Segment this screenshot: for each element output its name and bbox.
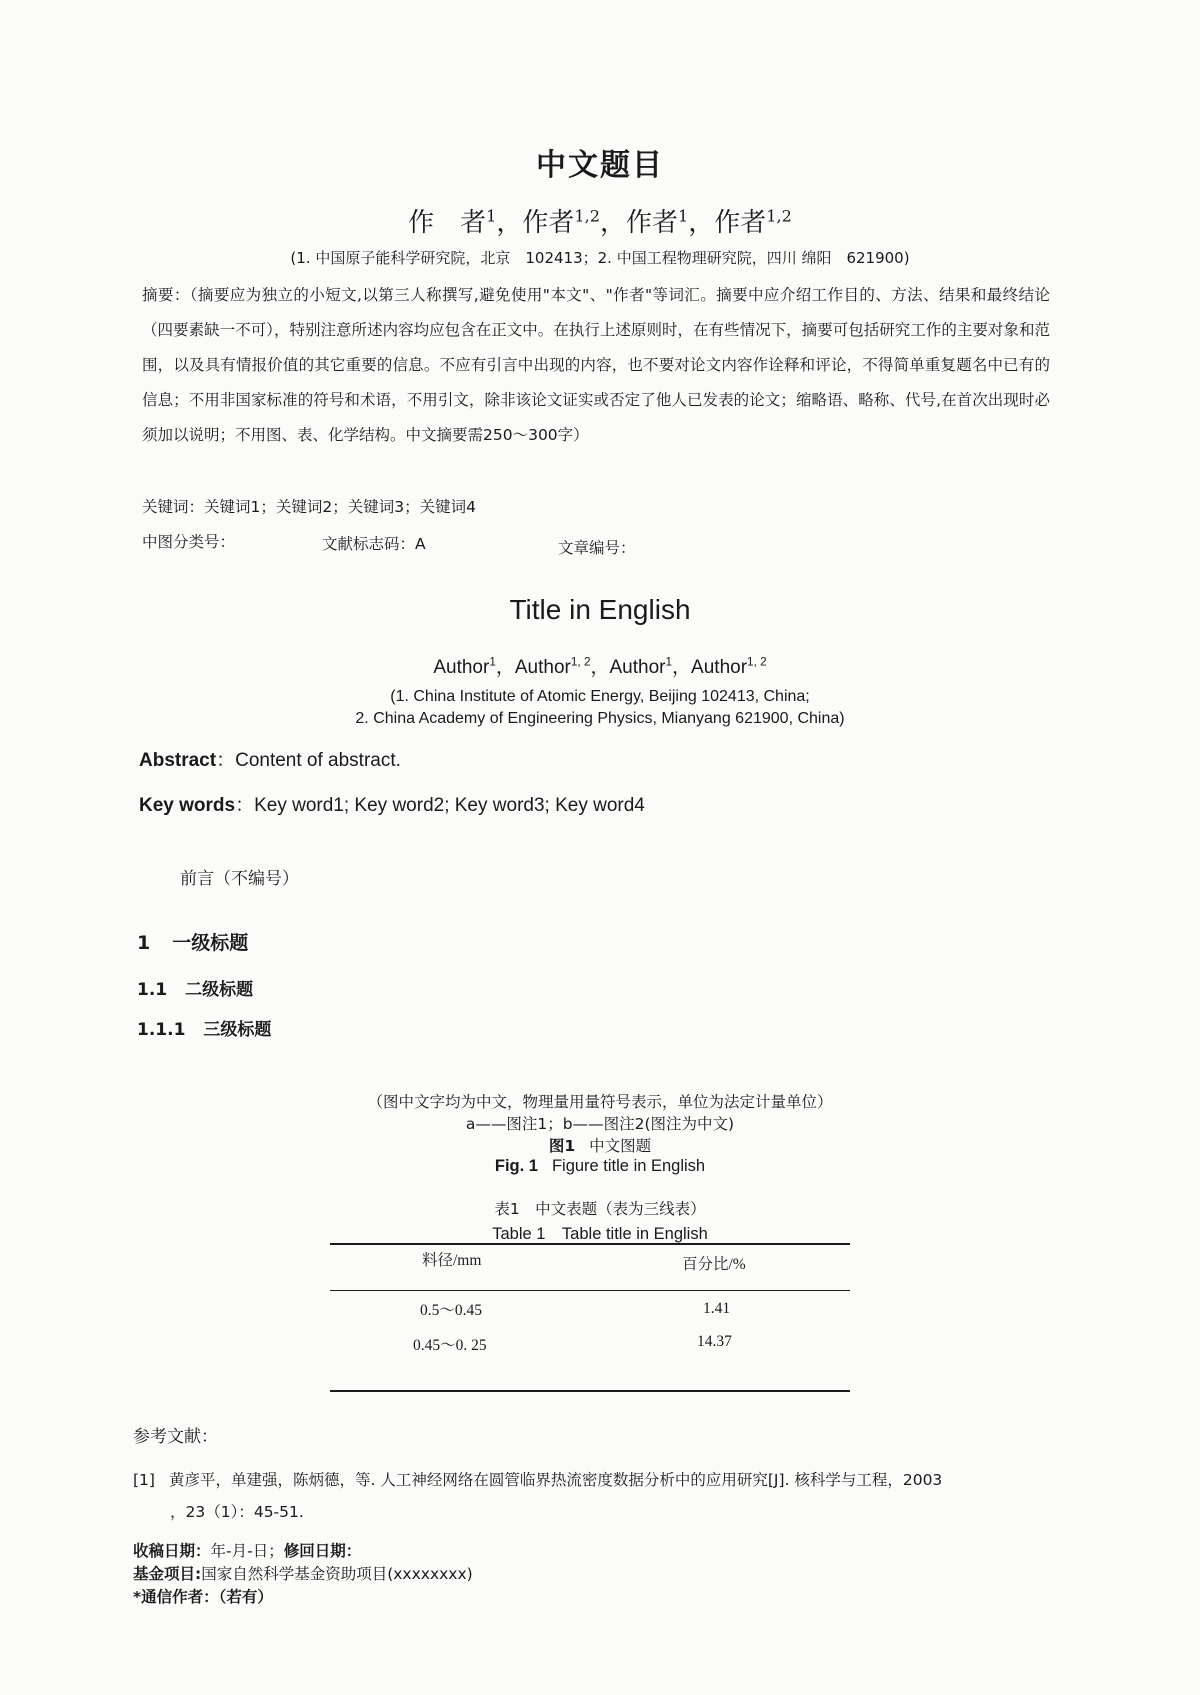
- table-cell: 14.37: [697, 1333, 732, 1350]
- reference-item: [133, 1468, 942, 1490]
- author-name: Author: [514, 657, 571, 678]
- figure-label: 图1: [548, 1137, 576, 1155]
- table-cell: 0.45～0. 25: [413, 1337, 487, 1354]
- author-affiliation-mark: 1,2: [766, 206, 792, 226]
- title-english: Title in English: [509, 594, 691, 625]
- table-mid-rule: [330, 1290, 850, 1291]
- figure-legend-note: a——图注1；b——图注2(图注为中文): [465, 1115, 735, 1133]
- table-header-cell: 料径/mm: [422, 1252, 482, 1269]
- received-label: 收稿日期：: [133, 1542, 211, 1560]
- author-name: Author: [609, 657, 666, 678]
- heading-level-2: [137, 975, 253, 1000]
- heading-number: 1: [137, 932, 151, 954]
- author-name: 作者: [522, 208, 575, 238]
- figure-note: （图中文字均为中文，物理量用量符号表示，单位为法定计量单位）: [367, 1093, 833, 1111]
- table-caption-english: Table 1 Table title in English: [492, 1225, 708, 1243]
- author-affiliation-mark: 1, 2: [747, 655, 767, 669]
- table-cell: 1.41: [703, 1300, 731, 1317]
- received-date: [133, 1539, 361, 1561]
- heading-text: 二级标题: [185, 980, 254, 1000]
- keywords-chinese: [142, 495, 476, 517]
- revised-label: 修回日期：: [283, 1542, 362, 1560]
- figure-title: 中文图题: [589, 1137, 652, 1155]
- document-code-label: 文献标志码：: [322, 535, 416, 553]
- reference-continuation: ，23（1）：45-51.: [170, 1503, 304, 1521]
- heading-level-3: [137, 1015, 271, 1040]
- affiliation-line: 2. China Academy of Engineering Physics, Mianyang 621900, China): [355, 710, 845, 727]
- corresponding-label: *通信作者：: [133, 1588, 219, 1606]
- author-affiliation-mark: 1: [678, 206, 689, 226]
- table-caption-chinese: 表1 中文表题（表为三线表）: [494, 1200, 706, 1218]
- affiliation-english: [0, 686, 1200, 730]
- keywords-text: Key word1; Key word2; Key word3; Key word4: [254, 795, 645, 816]
- heading-text: 一级标题: [172, 932, 249, 954]
- authors-english: Author$^1$，Author$^{1, 2}$，Author$^1$，Author$^{1, 2}$: [433, 655, 767, 678]
- fund-label: 基金项目:: [133, 1565, 202, 1583]
- received-value: 年-月-日；: [210, 1542, 284, 1560]
- keywords-label: 关键词：: [142, 498, 205, 516]
- table-top-rule: [330, 1243, 850, 1245]
- author-name: Author: [691, 657, 748, 678]
- keywords-text: 关键词1；关键词2；关键词3；关键词4: [204, 498, 476, 516]
- table-bottom-rule: [330, 1390, 850, 1392]
- author-name: 作者: [626, 208, 679, 238]
- keywords-label: Key words: [139, 795, 236, 816]
- affiliation-chinese: (1. 中国原子能科学研究院，北京 102413；2. 中国工程物理研究院，四川 绵阳 621900): [290, 249, 910, 267]
- heading-text: 三级标题: [203, 1020, 272, 1040]
- fund-value: 国家自然科学基金资助项目(xxxxxxxx): [201, 1565, 473, 1583]
- document-code: [322, 532, 426, 554]
- affiliation-line: (1. China Institute of Atomic Energy, Beijing 102413, China;: [390, 688, 810, 705]
- document-code-value: A: [415, 535, 426, 553]
- abstract-label: 摘要：: [142, 286, 190, 304]
- figure-title: Figure title in English: [551, 1157, 706, 1175]
- reference-number: [1]: [133, 1471, 155, 1489]
- abstract-text: （摘要应为独立的小短文,以第三人称撰写,避免使用"本文"、"作者"等词汇。摘要中应介绍工作目的、方法、结果和最终结论（四要素缺一不可），特别注意所述内容均应包含在正文中。在执行上述原则时，在有些情况下，摘要可包括研究工作的主要对象和范围，以及具有情报价值的其它重要的信息。不应有引言中出现的内容，也不要对论文内容作诠释和评论，不得简单重复题名中已有的信息；不用非国家标准的符号和术语，不用引文，除非该论文证实或否定了他人已发表的论文；缩略语、略称、代号,在首次出现时必须加以说明；不用图、表、化学结构。中文摘要需250～300字）: [142, 286, 1050, 444]
- figure-caption-chinese: [0, 1134, 1200, 1156]
- corresponding-value: （若有）: [218, 1588, 273, 1606]
- abstract-text: Content of abstract.: [235, 750, 401, 771]
- clc-number-label: 中图分类号：: [142, 533, 236, 551]
- abstract-chinese: [142, 278, 1050, 453]
- table-cell: 0.5～0.45: [420, 1302, 483, 1319]
- abstract-english: Abstract：Content of abstract.: [139, 750, 401, 771]
- author-affiliation-mark: 1: [489, 655, 496, 669]
- article-number-label: 文章编号：: [558, 539, 636, 557]
- preface-heading: 前言（不编号）: [180, 869, 299, 889]
- keywords-english: Key words：Key word1; Key word2; Key word3; Key word4: [139, 795, 645, 816]
- author-name: 作 者: [408, 208, 487, 238]
- reference-text: 黄彦平，单建强，陈炳德，等. 人工神经网络在圆管临界热流密度数据分析中的应用研究[J]. 核科学与工程，2003: [168, 1471, 943, 1489]
- author-affiliation-mark: 1,2: [574, 206, 600, 226]
- author-name: Author: [433, 657, 490, 678]
- table-header-cell: 百分比/%: [682, 1256, 746, 1273]
- author-affiliation-mark: 1: [486, 206, 497, 226]
- fund-info: [133, 1562, 473, 1584]
- references-heading: 参考文献：: [133, 1427, 218, 1447]
- figure-caption-english: [0, 1157, 1200, 1176]
- abstract-label: Abstract: [139, 750, 217, 771]
- heading-number: 1.1: [137, 980, 168, 1000]
- heading-level-1: [137, 928, 248, 955]
- author-affiliation-mark: 1: [665, 655, 673, 669]
- title-chinese: 中文题目: [536, 148, 664, 183]
- corresponding-author: [133, 1585, 273, 1607]
- authors-chinese: 作 者$^1$，作者$^{1,2}$，作者$^1$，作者$^{1,2}$: [408, 206, 792, 238]
- heading-number: 1.1.1: [137, 1020, 186, 1040]
- author-name: 作者: [714, 208, 767, 238]
- figure-label: Fig. 1: [494, 1157, 538, 1175]
- author-affiliation-mark: 1, 2: [570, 655, 591, 669]
